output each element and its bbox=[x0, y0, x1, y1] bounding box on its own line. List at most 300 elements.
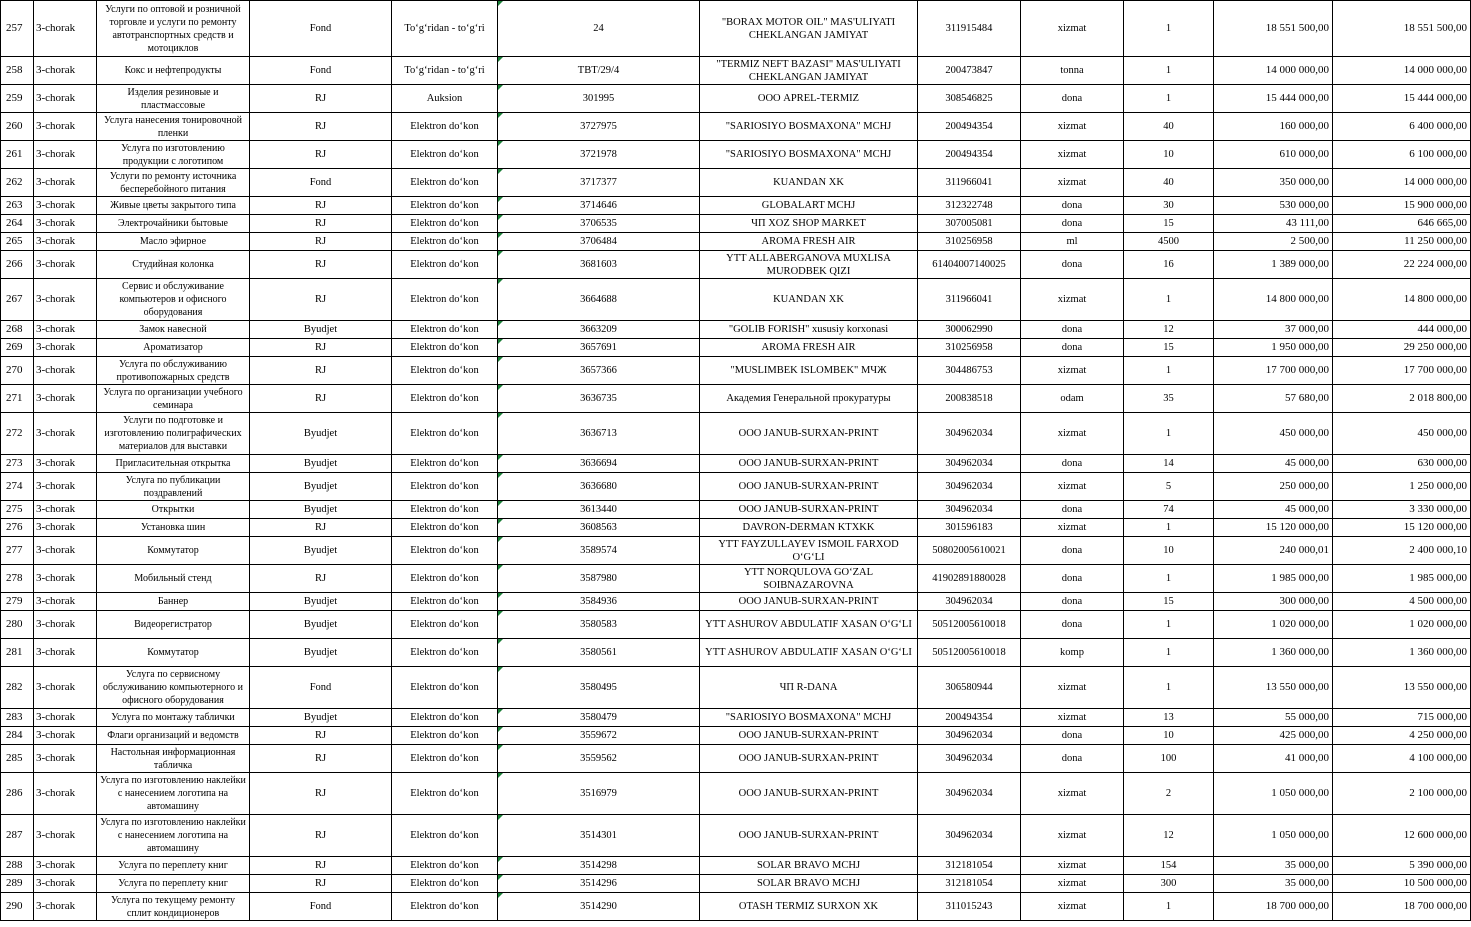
quarter-cell[interactable]: 3-chorak bbox=[34, 611, 97, 639]
procurement-method-cell[interactable]: Elektron do‘kon bbox=[392, 251, 498, 279]
unit-cell[interactable]: dona bbox=[1021, 85, 1124, 113]
unit-price-cell[interactable]: 530 000,00 bbox=[1214, 197, 1333, 215]
total-sum-cell[interactable]: 6 400 000,00 bbox=[1333, 113, 1471, 141]
procurement-method-cell[interactable]: Elektron do‘kon bbox=[392, 537, 498, 565]
supplier-cell[interactable]: ООО JANUB-SURXAN-PRINT bbox=[700, 727, 918, 745]
description-cell[interactable]: Студийная колонка bbox=[97, 251, 250, 279]
supplier-cell[interactable]: AROMA FRESH AIR bbox=[700, 339, 918, 357]
total-sum-cell[interactable]: 2 018 800,00 bbox=[1333, 385, 1471, 413]
unit-price-cell[interactable]: 37 000,00 bbox=[1214, 321, 1333, 339]
supplier-cell[interactable]: ООО JANUB-SURXAN-PRINT bbox=[700, 413, 918, 455]
funding-source-cell[interactable]: Byudjet bbox=[250, 639, 392, 667]
description-cell[interactable]: Масло эфирное bbox=[97, 233, 250, 251]
quantity-cell[interactable]: 12 bbox=[1124, 815, 1214, 857]
quantity-cell[interactable]: 15 bbox=[1124, 593, 1214, 611]
unit-cell[interactable]: dona bbox=[1021, 537, 1124, 565]
unit-cell[interactable]: dona bbox=[1021, 215, 1124, 233]
procurement-method-cell[interactable]: Elektron do‘kon bbox=[392, 141, 498, 169]
quantity-cell[interactable]: 1 bbox=[1124, 611, 1214, 639]
supplier-cell[interactable]: ООО JANUB-SURXAN-PRINT bbox=[700, 773, 918, 815]
quarter-cell[interactable]: 3-chorak bbox=[34, 667, 97, 709]
funding-source-cell[interactable]: RJ bbox=[250, 857, 392, 875]
supplier-cell[interactable]: "MUSLIMBEK ISLOMBEK" МЧЖ bbox=[700, 357, 918, 385]
procurement-method-cell[interactable]: Elektron do‘kon bbox=[392, 169, 498, 197]
quantity-cell[interactable]: 1 bbox=[1124, 357, 1214, 385]
lot-number-cell[interactable]: 3580495 bbox=[498, 667, 700, 709]
unit-price-cell[interactable]: 15 120 000,00 bbox=[1214, 519, 1333, 537]
quantity-cell[interactable]: 1 bbox=[1124, 85, 1214, 113]
row-number-cell[interactable]: 265 bbox=[1, 233, 34, 251]
supplier-cell[interactable]: KUANDAN XK bbox=[700, 279, 918, 321]
tax-id-cell[interactable]: 304962034 bbox=[918, 745, 1021, 773]
lot-number-cell[interactable]: 3681603 bbox=[498, 251, 700, 279]
description-cell[interactable]: Электрочайники бытовые bbox=[97, 215, 250, 233]
funding-source-cell[interactable]: RJ bbox=[250, 385, 392, 413]
description-cell[interactable]: Флаги организаций и ведомств bbox=[97, 727, 250, 745]
unit-cell[interactable]: odam bbox=[1021, 385, 1124, 413]
procurement-method-cell[interactable]: To‘g‘ridan - to‘g‘ri bbox=[392, 1, 498, 57]
lot-number-cell[interactable]: 3587980 bbox=[498, 565, 700, 593]
quantity-cell[interactable]: 74 bbox=[1124, 501, 1214, 519]
quarter-cell[interactable]: 3-chorak bbox=[34, 773, 97, 815]
total-sum-cell[interactable]: 22 224 000,00 bbox=[1333, 251, 1471, 279]
description-cell[interactable]: Изделия резиновые и пластмассовые bbox=[97, 85, 250, 113]
total-sum-cell[interactable]: 18 551 500,00 bbox=[1333, 1, 1471, 57]
unit-cell[interactable]: xizmat bbox=[1021, 773, 1124, 815]
total-sum-cell[interactable]: 29 250 000,00 bbox=[1333, 339, 1471, 357]
total-sum-cell[interactable]: 4 500 000,00 bbox=[1333, 593, 1471, 611]
quantity-cell[interactable]: 1 bbox=[1124, 413, 1214, 455]
procurement-method-cell[interactable]: Elektron do‘kon bbox=[392, 279, 498, 321]
supplier-cell[interactable]: OTASH TERMIZ SURXON XK bbox=[700, 893, 918, 921]
unit-price-cell[interactable]: 45 000,00 bbox=[1214, 501, 1333, 519]
row-number-cell[interactable]: 280 bbox=[1, 611, 34, 639]
quantity-cell[interactable]: 154 bbox=[1124, 857, 1214, 875]
quantity-cell[interactable]: 14 bbox=[1124, 455, 1214, 473]
tax-id-cell[interactable]: 50512005610018 bbox=[918, 611, 1021, 639]
row-number-cell[interactable]: 268 bbox=[1, 321, 34, 339]
unit-cell[interactable]: dona bbox=[1021, 197, 1124, 215]
description-cell[interactable]: Живые цветы закрытого типа bbox=[97, 197, 250, 215]
lot-number-cell[interactable]: 3516979 bbox=[498, 773, 700, 815]
row-number-cell[interactable]: 260 bbox=[1, 113, 34, 141]
procurement-method-cell[interactable]: Elektron do‘kon bbox=[392, 593, 498, 611]
quarter-cell[interactable]: 3-chorak bbox=[34, 1, 97, 57]
total-sum-cell[interactable]: 14 000 000,00 bbox=[1333, 57, 1471, 85]
unit-price-cell[interactable]: 450 000,00 bbox=[1214, 413, 1333, 455]
lot-number-cell[interactable]: 3514296 bbox=[498, 875, 700, 893]
description-cell[interactable]: Мобильный стенд bbox=[97, 565, 250, 593]
lot-number-cell[interactable]: 3636735 bbox=[498, 385, 700, 413]
quantity-cell[interactable]: 40 bbox=[1124, 169, 1214, 197]
description-cell[interactable]: Услуги по подготовке и изготовлению полиграфических материалов для выставки bbox=[97, 413, 250, 455]
quarter-cell[interactable]: 3-chorak bbox=[34, 857, 97, 875]
tax-id-cell[interactable]: 200494354 bbox=[918, 113, 1021, 141]
quantity-cell[interactable]: 1 bbox=[1124, 565, 1214, 593]
lot-number-cell[interactable]: 3559672 bbox=[498, 727, 700, 745]
tax-id-cell[interactable]: 312322748 bbox=[918, 197, 1021, 215]
row-number-cell[interactable]: 288 bbox=[1, 857, 34, 875]
description-cell[interactable]: Сервис и обслуживание компьютеров и офисного оборудования bbox=[97, 279, 250, 321]
unit-price-cell[interactable]: 43 111,00 bbox=[1214, 215, 1333, 233]
description-cell[interactable]: Коммутатор bbox=[97, 639, 250, 667]
tax-id-cell[interactable]: 50512005610018 bbox=[918, 639, 1021, 667]
lot-number-cell[interactable]: 3608563 bbox=[498, 519, 700, 537]
unit-cell[interactable]: dona bbox=[1021, 727, 1124, 745]
tax-id-cell[interactable]: 304962034 bbox=[918, 455, 1021, 473]
supplier-cell[interactable]: ООО JANUB-SURXAN-PRINT bbox=[700, 501, 918, 519]
unit-cell[interactable]: dona bbox=[1021, 455, 1124, 473]
funding-source-cell[interactable]: Byudjet bbox=[250, 611, 392, 639]
procurement-method-cell[interactable]: Elektron do‘kon bbox=[392, 773, 498, 815]
funding-source-cell[interactable]: RJ bbox=[250, 141, 392, 169]
lot-number-cell[interactable]: 3636713 bbox=[498, 413, 700, 455]
unit-cell[interactable]: dona bbox=[1021, 611, 1124, 639]
supplier-cell[interactable]: ООО JANUB-SURXAN-PRINT bbox=[700, 745, 918, 773]
funding-source-cell[interactable]: Fond bbox=[250, 667, 392, 709]
unit-price-cell[interactable]: 250 000,00 bbox=[1214, 473, 1333, 501]
quarter-cell[interactable]: 3-chorak bbox=[34, 321, 97, 339]
lot-number-cell[interactable]: 3580561 bbox=[498, 639, 700, 667]
funding-source-cell[interactable]: RJ bbox=[250, 357, 392, 385]
description-cell[interactable]: Услуга по текущему ремонту сплит кондиционеров bbox=[97, 893, 250, 921]
row-number-cell[interactable]: 261 bbox=[1, 141, 34, 169]
quarter-cell[interactable]: 3-chorak bbox=[34, 279, 97, 321]
total-sum-cell[interactable]: 2 100 000,00 bbox=[1333, 773, 1471, 815]
quantity-cell[interactable]: 1 bbox=[1124, 893, 1214, 921]
unit-cell[interactable]: xizmat bbox=[1021, 875, 1124, 893]
description-cell[interactable]: Кокс и нефтепродукты bbox=[97, 57, 250, 85]
unit-cell[interactable]: xizmat bbox=[1021, 857, 1124, 875]
unit-cell[interactable]: xizmat bbox=[1021, 473, 1124, 501]
quarter-cell[interactable]: 3-chorak bbox=[34, 339, 97, 357]
quantity-cell[interactable]: 300 bbox=[1124, 875, 1214, 893]
description-cell[interactable]: Услуга по изготовлению наклейки с нанесением логотипа на автомашину bbox=[97, 815, 250, 857]
tax-id-cell[interactable]: 312181054 bbox=[918, 857, 1021, 875]
quarter-cell[interactable]: 3-chorak bbox=[34, 519, 97, 537]
quantity-cell[interactable]: 40 bbox=[1124, 113, 1214, 141]
procurement-method-cell[interactable]: Elektron do‘kon bbox=[392, 357, 498, 385]
tax-id-cell[interactable]: 200473847 bbox=[918, 57, 1021, 85]
unit-cell[interactable]: xizmat bbox=[1021, 667, 1124, 709]
funding-source-cell[interactable]: Fond bbox=[250, 1, 392, 57]
row-number-cell[interactable]: 263 bbox=[1, 197, 34, 215]
procurement-method-cell[interactable]: Elektron do‘kon bbox=[392, 473, 498, 501]
unit-cell[interactable]: dona bbox=[1021, 501, 1124, 519]
unit-cell[interactable]: dona bbox=[1021, 745, 1124, 773]
supplier-cell[interactable]: ЧП R-DANA bbox=[700, 667, 918, 709]
description-cell[interactable]: Услуга по изготовлению продукции с логотипом bbox=[97, 141, 250, 169]
total-sum-cell[interactable]: 10 500 000,00 bbox=[1333, 875, 1471, 893]
quarter-cell[interactable]: 3-chorak bbox=[34, 727, 97, 745]
total-sum-cell[interactable]: 1 985 000,00 bbox=[1333, 565, 1471, 593]
unit-cell[interactable]: dona bbox=[1021, 339, 1124, 357]
total-sum-cell[interactable]: 15 444 000,00 bbox=[1333, 85, 1471, 113]
description-cell[interactable]: Замок навесной bbox=[97, 321, 250, 339]
unit-price-cell[interactable]: 1 985 000,00 bbox=[1214, 565, 1333, 593]
total-sum-cell[interactable]: 715 000,00 bbox=[1333, 709, 1471, 727]
tax-id-cell[interactable]: 307005081 bbox=[918, 215, 1021, 233]
total-sum-cell[interactable]: 444 000,00 bbox=[1333, 321, 1471, 339]
row-number-cell[interactable]: 281 bbox=[1, 639, 34, 667]
procurement-method-cell[interactable]: Elektron do‘kon bbox=[392, 875, 498, 893]
description-cell[interactable]: Услуга по монтажу таблички bbox=[97, 709, 250, 727]
row-number-cell[interactable]: 274 bbox=[1, 473, 34, 501]
quantity-cell[interactable]: 100 bbox=[1124, 745, 1214, 773]
description-cell[interactable]: Услуга по публикации поздравлений bbox=[97, 473, 250, 501]
total-sum-cell[interactable]: 11 250 000,00 bbox=[1333, 233, 1471, 251]
procurement-method-cell[interactable]: Elektron do‘kon bbox=[392, 413, 498, 455]
procurement-method-cell[interactable]: Elektron do‘kon bbox=[392, 197, 498, 215]
funding-source-cell[interactable]: RJ bbox=[250, 745, 392, 773]
total-sum-cell[interactable]: 450 000,00 bbox=[1333, 413, 1471, 455]
lot-number-cell[interactable]: 3714646 bbox=[498, 197, 700, 215]
quantity-cell[interactable]: 30 bbox=[1124, 197, 1214, 215]
procurement-method-cell[interactable]: Elektron do‘kon bbox=[392, 815, 498, 857]
unit-price-cell[interactable]: 1 389 000,00 bbox=[1214, 251, 1333, 279]
procurement-method-cell[interactable]: Elektron do‘kon bbox=[392, 501, 498, 519]
unit-cell[interactable]: xizmat bbox=[1021, 815, 1124, 857]
unit-price-cell[interactable]: 350 000,00 bbox=[1214, 169, 1333, 197]
description-cell[interactable]: Ароматизатор bbox=[97, 339, 250, 357]
description-cell[interactable]: Видеорегистратор bbox=[97, 611, 250, 639]
quantity-cell[interactable]: 15 bbox=[1124, 339, 1214, 357]
procurement-method-cell[interactable]: To‘g‘ridan - to‘g‘ri bbox=[392, 57, 498, 85]
tax-id-cell[interactable]: 200494354 bbox=[918, 709, 1021, 727]
quarter-cell[interactable]: 3-chorak bbox=[34, 455, 97, 473]
total-sum-cell[interactable]: 1 250 000,00 bbox=[1333, 473, 1471, 501]
funding-source-cell[interactable]: Byudjet bbox=[250, 473, 392, 501]
description-cell[interactable]: Услуги по оптовой и розничной торговле и услуги по ремонту автотранспортных средств и мотоциклов bbox=[97, 1, 250, 57]
total-sum-cell[interactable]: 646 665,00 bbox=[1333, 215, 1471, 233]
tax-id-cell[interactable]: 311015243 bbox=[918, 893, 1021, 921]
unit-price-cell[interactable]: 41 000,00 bbox=[1214, 745, 1333, 773]
lot-number-cell[interactable]: 3559562 bbox=[498, 745, 700, 773]
funding-source-cell[interactable]: RJ bbox=[250, 815, 392, 857]
row-number-cell[interactable]: 286 bbox=[1, 773, 34, 815]
unit-price-cell[interactable]: 160 000,00 bbox=[1214, 113, 1333, 141]
funding-source-cell[interactable]: RJ bbox=[250, 279, 392, 321]
funding-source-cell[interactable]: RJ bbox=[250, 113, 392, 141]
description-cell[interactable]: Услуга по изготовлению наклейки с нанесением логотипа на автомашину bbox=[97, 773, 250, 815]
unit-price-cell[interactable]: 45 000,00 bbox=[1214, 455, 1333, 473]
quarter-cell[interactable]: 3-chorak bbox=[34, 565, 97, 593]
lot-number-cell[interactable]: 3584936 bbox=[498, 593, 700, 611]
quarter-cell[interactable]: 3-chorak bbox=[34, 215, 97, 233]
tax-id-cell[interactable]: 312181054 bbox=[918, 875, 1021, 893]
row-number-cell[interactable]: 271 bbox=[1, 385, 34, 413]
tax-id-cell[interactable]: 308546825 bbox=[918, 85, 1021, 113]
tax-id-cell[interactable]: 200838518 bbox=[918, 385, 1021, 413]
total-sum-cell[interactable]: 18 700 000,00 bbox=[1333, 893, 1471, 921]
supplier-cell[interactable]: YTT ASHUROV ABDULATIF XASAN O‘G‘LI bbox=[700, 611, 918, 639]
row-number-cell[interactable]: 267 bbox=[1, 279, 34, 321]
description-cell[interactable]: Услуга по сервисному обслуживанию компьютерного и офисного оборудования bbox=[97, 667, 250, 709]
description-cell[interactable]: Услуга по обслуживанию противопожарных средств bbox=[97, 357, 250, 385]
row-number-cell[interactable]: 272 bbox=[1, 413, 34, 455]
quantity-cell[interactable]: 5 bbox=[1124, 473, 1214, 501]
unit-cell[interactable]: xizmat bbox=[1021, 709, 1124, 727]
quarter-cell[interactable]: 3-chorak bbox=[34, 233, 97, 251]
total-sum-cell[interactable]: 17 700 000,00 bbox=[1333, 357, 1471, 385]
supplier-cell[interactable]: ООО APREL-TERMIZ bbox=[700, 85, 918, 113]
description-cell[interactable]: Установка шин bbox=[97, 519, 250, 537]
total-sum-cell[interactable]: 1 360 000,00 bbox=[1333, 639, 1471, 667]
quantity-cell[interactable]: 4500 bbox=[1124, 233, 1214, 251]
unit-price-cell[interactable]: 425 000,00 bbox=[1214, 727, 1333, 745]
row-number-cell[interactable]: 278 bbox=[1, 565, 34, 593]
row-number-cell[interactable]: 282 bbox=[1, 667, 34, 709]
funding-source-cell[interactable]: RJ bbox=[250, 727, 392, 745]
description-cell[interactable]: Пригласительная открытка bbox=[97, 455, 250, 473]
funding-source-cell[interactable]: RJ bbox=[250, 85, 392, 113]
tax-id-cell[interactable]: 41902891880028 bbox=[918, 565, 1021, 593]
description-cell[interactable]: Открытки bbox=[97, 501, 250, 519]
unit-price-cell[interactable]: 300 000,00 bbox=[1214, 593, 1333, 611]
unit-price-cell[interactable]: 1 050 000,00 bbox=[1214, 773, 1333, 815]
row-number-cell[interactable]: 283 bbox=[1, 709, 34, 727]
quantity-cell[interactable]: 2 bbox=[1124, 773, 1214, 815]
quantity-cell[interactable]: 1 bbox=[1124, 667, 1214, 709]
tax-id-cell[interactable]: 304962034 bbox=[918, 501, 1021, 519]
quantity-cell[interactable]: 1 bbox=[1124, 1, 1214, 57]
funding-source-cell[interactable]: RJ bbox=[250, 197, 392, 215]
description-cell[interactable]: Настольная информационная табличка bbox=[97, 745, 250, 773]
row-number-cell[interactable]: 277 bbox=[1, 537, 34, 565]
funding-source-cell[interactable]: Byudjet bbox=[250, 501, 392, 519]
unit-cell[interactable]: dona bbox=[1021, 251, 1124, 279]
tax-id-cell[interactable]: 310256958 bbox=[918, 233, 1021, 251]
funding-source-cell[interactable]: RJ bbox=[250, 875, 392, 893]
procurement-method-cell[interactable]: Elektron do‘kon bbox=[392, 519, 498, 537]
lot-number-cell[interactable]: 3727975 bbox=[498, 113, 700, 141]
procurement-method-cell[interactable]: Elektron do‘kon bbox=[392, 667, 498, 709]
lot-number-cell[interactable]: 301995 bbox=[498, 85, 700, 113]
funding-source-cell[interactable]: Fond bbox=[250, 57, 392, 85]
quarter-cell[interactable]: 3-chorak bbox=[34, 709, 97, 727]
quarter-cell[interactable]: 3-chorak bbox=[34, 85, 97, 113]
row-number-cell[interactable]: 285 bbox=[1, 745, 34, 773]
unit-cell[interactable]: xizmat bbox=[1021, 519, 1124, 537]
row-number-cell[interactable]: 269 bbox=[1, 339, 34, 357]
total-sum-cell[interactable]: 13 550 000,00 bbox=[1333, 667, 1471, 709]
procurement-method-cell[interactable]: Elektron do‘kon bbox=[392, 639, 498, 667]
supplier-cell[interactable]: "SARIOSIYO BOSMAXONA" MCHJ bbox=[700, 113, 918, 141]
total-sum-cell[interactable]: 6 100 000,00 bbox=[1333, 141, 1471, 169]
supplier-cell[interactable]: YTT NORQULOVA GO‘ZAL SOIBNAZAROVNA bbox=[700, 565, 918, 593]
quarter-cell[interactable]: 3-chorak bbox=[34, 537, 97, 565]
supplier-cell[interactable]: GLOBALART MCHJ bbox=[700, 197, 918, 215]
supplier-cell[interactable]: YTT ASHUROV ABDULATIF XASAN O‘G‘LI bbox=[700, 639, 918, 667]
procurement-method-cell[interactable]: Auksion bbox=[392, 85, 498, 113]
description-cell[interactable]: Услуга по переплету книг bbox=[97, 857, 250, 875]
procurement-method-cell[interactable]: Elektron do‘kon bbox=[392, 321, 498, 339]
supplier-cell[interactable]: "TERMIZ NEFT BAZASI" MAS'ULIYATI CHEKLANGAN JAMIYAT bbox=[700, 57, 918, 85]
tax-id-cell[interactable]: 304962034 bbox=[918, 727, 1021, 745]
quarter-cell[interactable]: 3-chorak bbox=[34, 197, 97, 215]
procurement-method-cell[interactable]: Elektron do‘kon bbox=[392, 113, 498, 141]
lot-number-cell[interactable]: 3657691 bbox=[498, 339, 700, 357]
supplier-cell[interactable]: ООО JANUB-SURXAN-PRINT bbox=[700, 815, 918, 857]
unit-price-cell[interactable]: 57 680,00 bbox=[1214, 385, 1333, 413]
procurement-method-cell[interactable]: Elektron do‘kon bbox=[392, 455, 498, 473]
lot-number-cell[interactable]: 3514298 bbox=[498, 857, 700, 875]
funding-source-cell[interactable]: Fond bbox=[250, 893, 392, 921]
unit-price-cell[interactable]: 2 500,00 bbox=[1214, 233, 1333, 251]
supplier-cell[interactable]: ООО JANUB-SURXAN-PRINT bbox=[700, 455, 918, 473]
row-number-cell[interactable]: 273 bbox=[1, 455, 34, 473]
procurement-method-cell[interactable]: Elektron do‘kon bbox=[392, 233, 498, 251]
quantity-cell[interactable]: 1 bbox=[1124, 519, 1214, 537]
tax-id-cell[interactable]: 301596183 bbox=[918, 519, 1021, 537]
supplier-cell[interactable]: YTT ALLABERGANOVA MUXLISA MURODBEK QIZI bbox=[700, 251, 918, 279]
funding-source-cell[interactable]: Byudjet bbox=[250, 537, 392, 565]
lot-number-cell[interactable]: 24 bbox=[498, 1, 700, 57]
tax-id-cell[interactable]: 311915484 bbox=[918, 1, 1021, 57]
unit-price-cell[interactable]: 1 950 000,00 bbox=[1214, 339, 1333, 357]
unit-cell[interactable]: xizmat bbox=[1021, 141, 1124, 169]
supplier-cell[interactable]: KUANDAN XK bbox=[700, 169, 918, 197]
row-number-cell[interactable]: 266 bbox=[1, 251, 34, 279]
unit-price-cell[interactable]: 35 000,00 bbox=[1214, 857, 1333, 875]
total-sum-cell[interactable]: 12 600 000,00 bbox=[1333, 815, 1471, 857]
total-sum-cell[interactable]: 630 000,00 bbox=[1333, 455, 1471, 473]
lot-number-cell[interactable]: 3636694 bbox=[498, 455, 700, 473]
row-number-cell[interactable]: 290 bbox=[1, 893, 34, 921]
lot-number-cell[interactable]: 3657366 bbox=[498, 357, 700, 385]
funding-source-cell[interactable]: Byudjet bbox=[250, 413, 392, 455]
lot-number-cell[interactable]: 3613440 bbox=[498, 501, 700, 519]
row-number-cell[interactable]: 262 bbox=[1, 169, 34, 197]
quarter-cell[interactable]: 3-chorak bbox=[34, 413, 97, 455]
tax-id-cell[interactable]: 310256958 bbox=[918, 339, 1021, 357]
unit-price-cell[interactable]: 17 700 000,00 bbox=[1214, 357, 1333, 385]
tax-id-cell[interactable]: 304962034 bbox=[918, 593, 1021, 611]
unit-cell[interactable]: xizmat bbox=[1021, 113, 1124, 141]
procurement-method-cell[interactable]: Elektron do‘kon bbox=[392, 385, 498, 413]
quarter-cell[interactable]: 3-chorak bbox=[34, 357, 97, 385]
quantity-cell[interactable]: 15 bbox=[1124, 215, 1214, 233]
unit-cell[interactable]: xizmat bbox=[1021, 169, 1124, 197]
procurement-method-cell[interactable]: Elektron do‘kon bbox=[392, 857, 498, 875]
row-number-cell[interactable]: 257 bbox=[1, 1, 34, 57]
unit-cell[interactable]: xizmat bbox=[1021, 893, 1124, 921]
description-cell[interactable]: Коммутатор bbox=[97, 537, 250, 565]
quarter-cell[interactable]: 3-chorak bbox=[34, 169, 97, 197]
funding-source-cell[interactable]: RJ bbox=[250, 565, 392, 593]
quarter-cell[interactable]: 3-chorak bbox=[34, 875, 97, 893]
supplier-cell[interactable]: SOLAR BRAVO MCHJ bbox=[700, 875, 918, 893]
row-number-cell[interactable]: 264 bbox=[1, 215, 34, 233]
quantity-cell[interactable]: 1 bbox=[1124, 279, 1214, 321]
unit-price-cell[interactable]: 14 800 000,00 bbox=[1214, 279, 1333, 321]
lot-number-cell[interactable]: 3580479 bbox=[498, 709, 700, 727]
supplier-cell[interactable]: "SARIOSIYO BOSMAXONA" MCHJ bbox=[700, 709, 918, 727]
total-sum-cell[interactable]: 3 330 000,00 bbox=[1333, 501, 1471, 519]
unit-price-cell[interactable]: 55 000,00 bbox=[1214, 709, 1333, 727]
unit-price-cell[interactable]: 610 000,00 bbox=[1214, 141, 1333, 169]
procurement-method-cell[interactable]: Elektron do‘kon bbox=[392, 611, 498, 639]
lot-number-cell[interactable]: 3580583 bbox=[498, 611, 700, 639]
funding-source-cell[interactable]: RJ bbox=[250, 215, 392, 233]
quarter-cell[interactable]: 3-chorak bbox=[34, 815, 97, 857]
supplier-cell[interactable]: "GOLIB FORISH" xususiy korxonasi bbox=[700, 321, 918, 339]
unit-price-cell[interactable]: 1 360 000,00 bbox=[1214, 639, 1333, 667]
tax-id-cell[interactable]: 304962034 bbox=[918, 773, 1021, 815]
funding-source-cell[interactable]: Byudjet bbox=[250, 593, 392, 611]
unit-cell[interactable]: komp bbox=[1021, 639, 1124, 667]
lot-number-cell[interactable]: 3636680 bbox=[498, 473, 700, 501]
